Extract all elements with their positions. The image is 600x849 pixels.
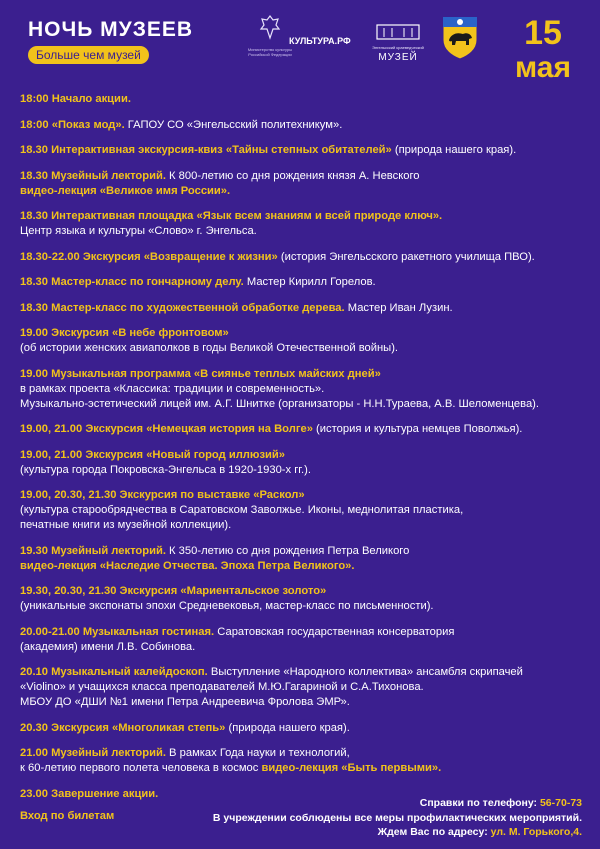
event-description-text: К 350-летию со дня рождения Петра Великого — [165, 544, 410, 557]
event-description-text: Выступление «Народного коллектива» ансамбля скрипачей — [207, 666, 523, 678]
event-highlight-text: 18.30 Интерактивная площадка «Язык всем знаниям и всей природе ключ». — [20, 210, 443, 222]
schedule-entry — [20, 143, 588, 158]
night-of-museums-logo — [28, 18, 193, 64]
event-highlight-text: 18.30 Мастер-класс по гончарному делу. — [20, 276, 244, 288]
schedule-entry — [20, 275, 588, 290]
address-label: Ждем Вас по адресу: — [377, 826, 488, 838]
event-highlight-text: 19.00 Музыкальная программа «В сиянье теплых майских дней» — [20, 367, 381, 380]
schedule-entry — [20, 721, 588, 736]
schedule-line — [20, 544, 588, 559]
event-date — [498, 14, 588, 84]
schedule-line — [20, 118, 588, 133]
logo-title: НОЧЬ МУЗЕЕВ — [28, 18, 194, 41]
schedule-entry — [20, 118, 588, 133]
event-description-text: (история Энгельсского ракетного училища ПВО). — [277, 250, 535, 263]
event-highlight-text: 18:00 Начало акции. — [20, 93, 131, 105]
event-description-text: в рамках проекта «Классика: традиции и современность». — [20, 382, 325, 395]
logo-subtitle: Больше чем музей — [28, 46, 149, 64]
schedule-line — [20, 209, 588, 224]
event-highlight-text: 18.30 Мастер-класс по художественной обработке дерева. — [20, 301, 345, 314]
event-highlight-text: 20.10 Музыкальный калейдоскоп. — [20, 666, 208, 678]
city-coat-of-arms-icon — [441, 14, 479, 65]
event-highlight-text: 19.00, 20.30, 21.30 Экскурсия по выставке «Раскол» — [20, 489, 305, 501]
schedule-line — [20, 250, 588, 265]
event-description-text: к 60-летию первого полета человека в космос — [20, 762, 262, 774]
event-description-text: (об истории женских авиаполков в годы Великой Отечественной войны). — [20, 342, 399, 354]
schedule-line — [20, 665, 588, 680]
schedule-line — [20, 397, 588, 412]
date-month: мая — [515, 51, 571, 84]
event-highlight-text: видео-лекция «Быть первыми». — [261, 762, 442, 774]
event-highlight-text: 19.00, 21.00 Экскурсия «Немецкая история на Волге» — [20, 423, 313, 435]
event-highlight-text: 20.30 Экскурсия «Многоликая степь» — [20, 721, 226, 734]
event-description-text: К 800-летию со дня рождения князя А. Невского — [165, 169, 420, 182]
schedule-entry — [20, 665, 588, 710]
event-highlight-text: 20.00-21.00 Музыкальная гостиная. — [20, 625, 215, 638]
event-description-text: ГАПОУ СО «Энгельсский политехникум». — [124, 118, 343, 131]
schedule-line — [20, 341, 588, 356]
ministry-text: Министерство культуры Российской Федерации — [247, 47, 293, 57]
contacts — [213, 796, 582, 840]
event-highlight-text: 18:00 «Показ мод». — [20, 118, 125, 131]
footer — [0, 792, 600, 849]
event-description-text: (история и культура немцев Поволжья). — [312, 423, 523, 435]
schedule-line — [20, 463, 588, 478]
schedule-entry — [20, 544, 588, 574]
event-highlight-text: 19.00, 21.00 Экскурсия «Новый город иллюзий» — [20, 448, 286, 461]
event-highlight-text: 18.30-22.00 Экскурсия «Возвращение к жизни» — [20, 250, 278, 263]
schedule-line — [20, 422, 588, 437]
phone-number: 56-70-73 — [539, 797, 582, 809]
schedule-line — [20, 559, 588, 574]
event-description-text: (уникальные экспонаты эпохи Средневековья, мастер-класс по письменности). — [20, 600, 434, 612]
event-description-text: (природа нашего края). — [225, 721, 350, 734]
event-description-text: Мастер Кирилл Горелов. — [243, 276, 376, 288]
phone-line — [213, 796, 582, 811]
schedule-entry — [20, 448, 588, 478]
museum-name: МУЗЕЙ — [378, 52, 418, 63]
event-description-text: Саратовская государственная консерватория — [214, 625, 455, 638]
schedule-entry — [20, 209, 588, 239]
schedule-line — [20, 680, 588, 695]
schedule-line — [20, 761, 588, 776]
event-schedule — [20, 92, 588, 812]
schedule-line — [20, 503, 588, 518]
schedule-line — [20, 488, 588, 503]
schedule-line — [20, 695, 588, 710]
address-line — [213, 825, 582, 840]
schedule-entry — [20, 625, 588, 655]
event-description-text: Музыкально-эстетический лицей им. А.Г. Шнитке (организаторы - Н.Н.Тураева, А.В. Шеломенцева). — [20, 397, 540, 410]
entrance-note: Вход по билетам — [20, 810, 115, 822]
schedule-line — [20, 640, 588, 655]
schedule-line — [20, 599, 588, 614]
event-description-text: В рамках Года науки и технологий, — [165, 747, 350, 759]
event-description-text: (культура старообрядчества в Саратовском Заволжье. Иконы, меднолитая пластика, — [20, 504, 464, 516]
schedule-entry — [20, 488, 588, 533]
schedule-line — [20, 143, 588, 158]
schedule-line — [20, 224, 588, 239]
event-description-text: (культура города Покровска-Энгельса в 1920-1930-х гг.). — [20, 463, 311, 476]
schedule-line — [20, 275, 588, 290]
schedule-entry — [20, 301, 588, 316]
event-highlight-text: 23.00 Завершение акции. — [20, 787, 159, 800]
event-description-text: Мастер Иван Лузин. — [344, 301, 453, 314]
address: ул. М. Горького,4. — [490, 826, 582, 838]
schedule-line — [20, 326, 588, 341]
schedule-entry — [20, 92, 588, 107]
schedule-line — [20, 746, 588, 761]
event-highlight-text: 18.30 Интерактивная экскурсия-квиз «Тайны степных обитателей» — [20, 144, 392, 156]
schedule-entry — [20, 584, 588, 614]
schedule-line — [20, 301, 588, 316]
header — [0, 0, 600, 95]
event-highlight-text: 18.30 Музейный лекторий. — [20, 169, 166, 182]
event-highlight-text: 19.30, 20.30, 21.30 Экскурсия «Мариентальское золото» — [20, 585, 327, 597]
schedule-line — [20, 721, 588, 736]
schedule-line — [20, 448, 588, 463]
event-highlight-text: видео-лекция «Наследие Отчества. Эпоха Петра Великого». — [20, 559, 355, 572]
event-highlight-text: 19.00 Экскурсия «В небе фронтовом» — [20, 327, 229, 339]
event-description-text: печатные книги из музейной коллекции). — [20, 519, 232, 531]
schedule-line — [20, 518, 588, 533]
event-description-text: МБОУ ДО «ДШИ №1 имени Петра Андреевича Фролова ЭМР». — [20, 696, 350, 708]
schedule-entry — [20, 326, 588, 356]
event-highlight-text: 21.00 Музейный лекторий. — [20, 747, 166, 759]
museum-small-text: Энгельсский краеведческий — [372, 45, 424, 50]
schedule-line — [20, 584, 588, 599]
date-day: 15 — [524, 14, 562, 52]
event-description-text: (природа нашего края). — [391, 144, 517, 156]
safety-note: В учреждении соблюдены все меры профилактических мероприятий. — [212, 811, 582, 824]
schedule-line — [20, 169, 588, 184]
museum-building-icon — [376, 24, 420, 40]
schedule-entry — [20, 250, 588, 265]
schedule-entry — [20, 169, 588, 199]
eagle-emblem-icon — [259, 14, 281, 40]
schedule-line — [20, 625, 588, 640]
museum-logo — [367, 24, 429, 63]
phone-label: Справки по телефону: — [419, 797, 538, 809]
schedule-entry — [20, 422, 588, 437]
schedule-line — [20, 184, 588, 199]
event-highlight-text: видео-лекция «Великое имя России». — [20, 184, 231, 197]
schedule-line — [20, 92, 588, 107]
event-description-text: (академия) имени Л.В. Собинова. — [20, 640, 196, 653]
event-description-text: Центр языка и культуры «Слово» г. Энгельса. — [20, 225, 257, 237]
event-highlight-text: 19.30 Музейный лекторий. — [20, 544, 166, 557]
kultura-rf-logo: КУЛЬТУРА.РФ — [289, 36, 351, 46]
schedule-entry — [20, 367, 588, 412]
event-description-text: «Violino» и учащихся класса преподавателей М.Ю.Гагариной и С.А.Тихонова. — [20, 681, 424, 693]
schedule-line — [20, 367, 588, 382]
schedule-line — [20, 382, 588, 397]
schedule-entry — [20, 746, 588, 776]
